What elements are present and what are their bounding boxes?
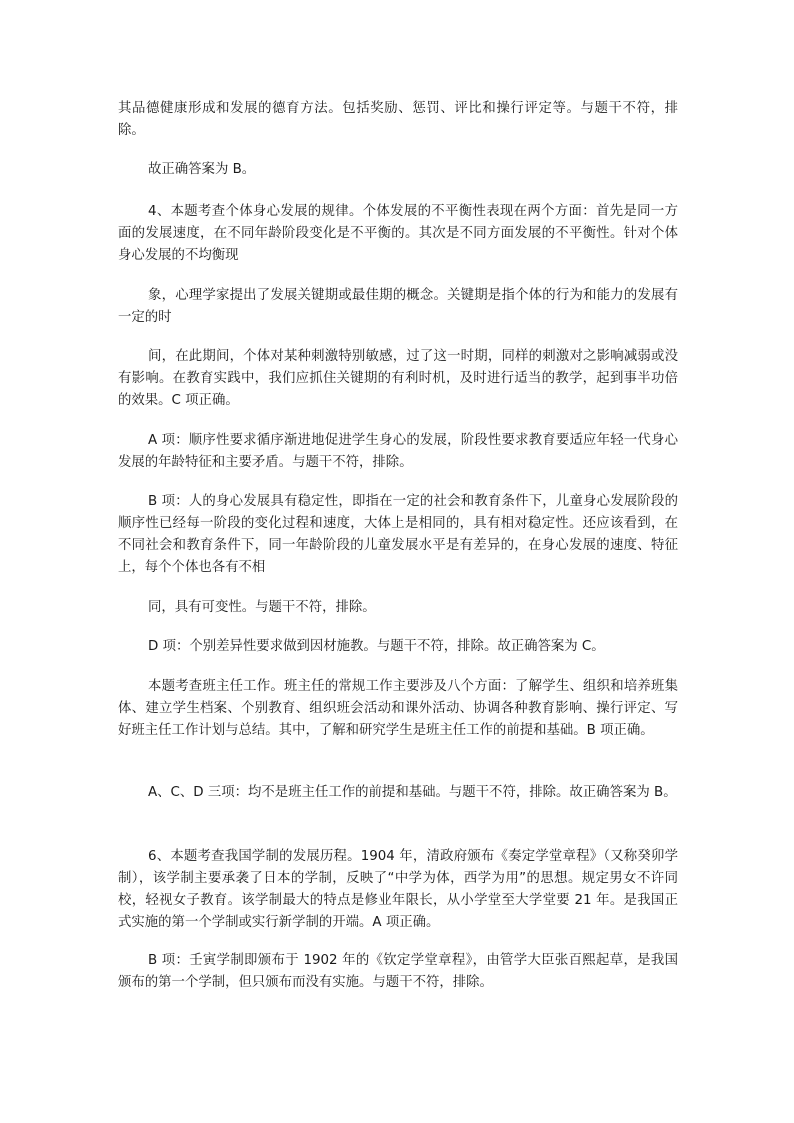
paragraph: D 项：个别差异性要求做到因材施教。与题干不符，排除。故正确答案为 C。 — [148, 639, 605, 654]
paragraph: 象，心理学家提出了发展关键期或最佳期的概念。关键期是指个体的行为和能力的发展有一定的时 — [118, 288, 678, 325]
paragraph: 同，具有可变性。与题干不符，排除。 — [148, 600, 376, 615]
paragraph: B 项：壬寅学制即颁布于 1902 年的《钦定学堂章程》，由管学大臣张百熙起草，是我国颁布的第一个学制，但只颁布而没有实施。与题干不符，排除。 — [118, 953, 678, 990]
paragraph: B 项：人的身心发展具有稳定性，即指在一定的社会和教育条件下，儿童身心发展阶段的顺序性已经每一阶段的变化过程和速度，大体上是相同的，具有相对稳定性。还应该看到，在不同社会和教育条件下，同一年龄阶段的儿童发展水平是有差异的，在身心发展的速度、特征上，每个个体也各有不相 — [118, 494, 678, 575]
paragraph: 间，在此期间，个体对某种刺激特别敏感，过了这一时期，同样的刺激对之影响减弱或没有影响。在教育实践中，我们应抓住关键期的有利时机，及时进行适当的教学，起到事半功倍的效果。C 项正确。 — [118, 349, 678, 408]
paragraph: 本题考查班主任工作。班主任的常规工作主要涉及八个方面：了解学生、组织和培养班集体、建立学生档案、个别教育、组织班会活动和课外活动、协调各种教育影响、操行评定、写好班主任工作计划与总结。其中，了解和研究学生是班主任工作的前提和基础。B 项正确。 — [118, 679, 678, 738]
paragraph: 故正确答案为 B。 — [148, 162, 256, 177]
paragraph: A、C、D 三项：均不是班主任工作的前提和基础。与题干不符，排除。故正确答案为 B。 — [148, 785, 677, 800]
paragraph: 4、本题考查个体身心发展的规律。个体发展的不平衡性表现在两个方面：首先是同一方面的发展速度，在不同年龄阶段变化是不平衡的。其次是不同方面发展的不平衡性。针对个体身心发展的不均衡现 — [118, 204, 678, 263]
paragraph: 其品德健康形成和发展的德育方法。包括奖励、惩罚、评比和操行评定等。与题干不符，排除。 — [118, 101, 678, 138]
paragraph: 6、本题考查我国学制的发展历程。1904 年，清政府颁布《奏定学堂章程》（又称癸卯学制），该学制主要承袭了日本的学制，反映了“中学为体，西学为用”的思想。规定男女不许同校，轻视女子教育。该学制最大的特点是修业年限长，从小学堂至大学堂要 21 年。是我国正式实施的第一个学制或实行新学制的开端。A 项正确。 — [118, 849, 678, 930]
paragraph: A 项：顺序性要求循序渐进地促进学生身心的发展，阶段性要求教育要适应年轻一代身心发展的年龄特征和主要矛盾。与题干不符，排除。 — [118, 433, 678, 470]
